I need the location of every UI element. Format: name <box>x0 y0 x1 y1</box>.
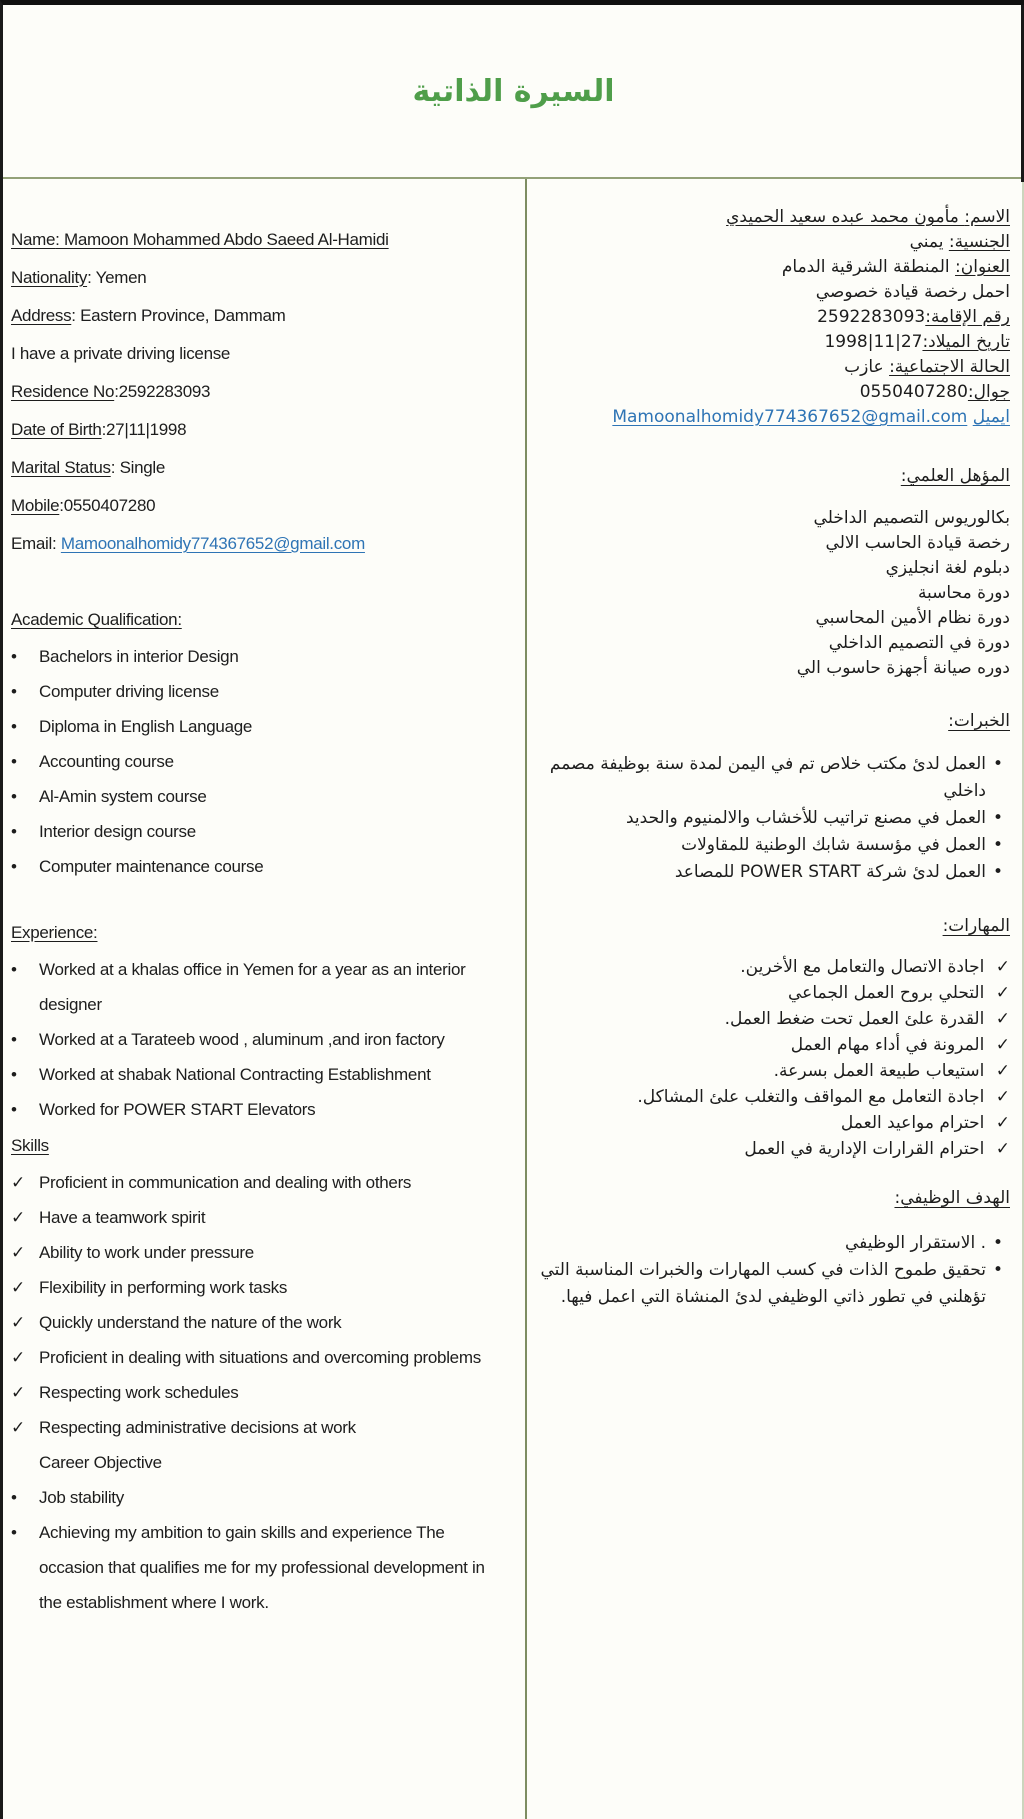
list-item: ✓ اجادة التعامل مع المواقف والتغلب علئ المشاكل. <box>637 1087 1010 1107</box>
field-dob-ar-value: 27|11|1998 <box>824 332 923 352</box>
experience-list-ar <box>539 751 1010 886</box>
check-icon: ✓ <box>11 1173 25 1192</box>
list-item: ✓ احترام القرارات الإدارية في العمل <box>744 1139 1010 1159</box>
academic-heading: Academic Qualification: <box>11 610 182 629</box>
bullet-icon: • <box>992 862 1004 882</box>
list-item: رخصة قيادة الحاسب الالي <box>825 533 1010 553</box>
field-email-ar <box>539 405 1010 430</box>
qualification-list-ar <box>539 506 1010 681</box>
bullet-icon: • <box>11 1523 17 1542</box>
list-item: • Worked for POWER START Elevators <box>11 1092 507 1127</box>
bullet-icon: • <box>992 1233 1004 1253</box>
list-item: • Job stability <box>11 1480 507 1515</box>
list-item: دورة محاسبة <box>917 583 1010 603</box>
skills-heading-ar: المهارات: <box>942 916 1010 936</box>
field-email-label: Email: <box>11 534 61 553</box>
check-icon: ✓ <box>995 983 1010 1003</box>
list-item: • Diploma in English Language <box>11 709 507 744</box>
check-icon: ✓ <box>995 1113 1010 1133</box>
skills-heading: Skills <box>11 1136 49 1155</box>
field-dob-value: :27|11|1998 <box>101 420 187 439</box>
field-name-ar-value: مأمون محمد عبده سعيد الحميدي <box>726 207 965 227</box>
experience-heading-ar: الخبرات: <box>948 711 1010 731</box>
bullet-icon: • <box>11 752 17 771</box>
bullet-icon: • <box>11 682 17 701</box>
bullet-icon: • <box>11 647 17 666</box>
check-icon: ✓ <box>995 957 1010 977</box>
check-icon: ✓ <box>11 1418 25 1437</box>
bullet-icon: • <box>11 717 17 736</box>
field-mobile-label: Mobile <box>11 496 60 515</box>
field-residence-label: Residence No <box>11 382 115 401</box>
list-item: ✓ اجادة الاتصال والتعامل مع الأخرين. <box>740 957 1010 977</box>
field-nationality-ar-label: الجنسية: <box>948 232 1010 252</box>
check-icon: ✓ <box>995 1009 1010 1029</box>
list-item: ✓ Quickly understand the nature of the work <box>11 1305 507 1340</box>
list-item: • Worked at a Tarateeb wood , aluminum ,and iron factory <box>11 1022 507 1057</box>
bullet-icon: • <box>992 1260 1004 1280</box>
field-nationality-value: : Yemen <box>87 268 147 287</box>
field-residence <box>11 373 507 411</box>
list-item: بكالوريوس التصميم الداخلي <box>813 508 1010 528</box>
field-marital-value: : Single <box>110 458 166 477</box>
field-marital-ar <box>539 355 1010 380</box>
bullet-icon: • <box>11 787 17 806</box>
driving-license-note-ar: احمل رخصة قيادة خصوصي <box>815 282 1010 302</box>
list-item: دوره صيانة أجهزة حاسوب الي <box>796 658 1010 678</box>
field-name-value: : Mamoon Mohammed Abdo Saeed Al-Hamidi <box>55 230 389 249</box>
header <box>3 5 1024 179</box>
list-item: • Worked at a khalas office in Yemen for a year as an interior designer <box>11 952 507 1022</box>
check-icon: ✓ <box>11 1383 25 1402</box>
field-mobile-value: :0550407280 <box>59 496 156 515</box>
skills-list-ar <box>539 954 1010 1162</box>
field-nationality-ar <box>539 230 1010 255</box>
email-link-ar[interactable]: Mamoonalhomidy774367652@gmail.com <box>612 407 968 427</box>
field-name-label: Name <box>11 230 56 249</box>
english-column <box>3 179 525 1819</box>
list-item: • العمل لدئ شركة POWER START للمصاعد <box>539 859 1010 886</box>
email-link[interactable]: Mamoonalhomidy774367652@gmail.com <box>60 534 365 553</box>
page-title: السيرة الذاتية <box>412 73 615 109</box>
list-item: • العمل في مصنع تراتيب للأخشاب والالمنيوم والحديد <box>539 805 1010 832</box>
field-mobile-ar-label: جوال: <box>967 382 1010 402</box>
field-residence-ar-label: رقم الإقامة: <box>925 307 1010 327</box>
field-address-value: : Eastern Province, Dammam <box>71 306 286 325</box>
arabic-column <box>527 179 1024 1819</box>
qualification-heading-ar: المؤهل العلمي: <box>900 466 1010 486</box>
field-mobile-ar <box>539 380 1010 405</box>
list-item: • Computer driving license <box>11 674 507 709</box>
field-residence-ar-value: 2592283093 <box>817 307 926 327</box>
field-nationality-ar-value: يمني <box>909 232 949 252</box>
list-item: ✓ Ability to work under pressure <box>11 1235 507 1270</box>
field-name-ar-label: الاسم: <box>964 207 1010 227</box>
field-marital-ar-label: الحالة الاجتماعية: <box>889 357 1010 377</box>
field-marital-label: Marital Status <box>11 458 111 477</box>
bullet-icon: • <box>11 1065 17 1084</box>
field-marital <box>11 449 507 487</box>
experience-heading: Experience: <box>11 923 98 942</box>
bullet-icon: • <box>11 1488 17 1507</box>
check-icon: ✓ <box>995 1061 1010 1081</box>
field-mobile-ar-value: 0550407280 <box>859 382 968 402</box>
list-item: • Computer maintenance course <box>11 849 507 884</box>
list-item: • العمل في مؤسسة شابك الوطنية للمقاولات <box>539 832 1010 859</box>
field-address <box>11 297 507 335</box>
check-icon: ✓ <box>11 1348 25 1367</box>
list-item: ✓ Respecting work schedules <box>11 1375 507 1410</box>
check-icon: ✓ <box>11 1278 25 1297</box>
bullet-icon: • <box>992 835 1004 855</box>
check-icon: ✓ <box>11 1243 25 1262</box>
list-item: ✓ Flexibility in performing work tasks <box>11 1270 507 1305</box>
field-name-ar <box>539 205 1010 230</box>
list-item: ✓ القدرة علئ العمل تحت ضغط العمل. <box>724 1009 1010 1029</box>
bullet-icon: • <box>992 808 1004 828</box>
field-dob <box>11 411 507 449</box>
bullet-icon: • <box>11 960 17 979</box>
list-item: • Achieving my ambition to gain skills and experience The occasion that qualifies me for my professional development in the establishment where I work. <box>11 1515 507 1620</box>
list-item: ✓ التحلي بروح العمل الجماعي <box>788 983 1010 1003</box>
list-item: • تحقيق طموح الذات في كسب المهارات والخبرات المناسبة التي تؤهلني في تطور ذاتي الوظيفي لدئ المنشاة التي اعمل فيها. <box>539 1257 1010 1311</box>
bullet-icon: • <box>11 822 17 841</box>
field-residence-ar <box>539 305 1010 330</box>
experience-list <box>11 952 507 1127</box>
list-item: • Worked at shabak National Contracting Establishment <box>11 1057 507 1092</box>
field-address-ar <box>539 255 1010 280</box>
list-item: • Accounting course <box>11 744 507 779</box>
driving-license-note: I have a private driving license <box>11 344 231 363</box>
list-item: ✓ استيعاب طبيعة العمل بسرعة. <box>773 1061 1010 1081</box>
check-icon: ✓ <box>11 1313 25 1332</box>
academic-list <box>11 639 507 884</box>
list-item: ✓ Respecting administrative decisions at work <box>11 1410 507 1445</box>
list-item: دبلوم لغة انجليزي <box>885 558 1010 578</box>
bullet-icon: • <box>11 857 17 876</box>
skills-list <box>11 1165 507 1445</box>
check-icon: ✓ <box>995 1139 1010 1159</box>
field-dob-label: Date of Birth <box>11 420 102 439</box>
bullet-icon: • <box>11 1030 17 1049</box>
list-item: • Al-Amin system course <box>11 779 507 814</box>
field-mobile <box>11 487 507 525</box>
list-item: ✓ Proficient in dealing with situations and overcoming problems <box>11 1340 507 1375</box>
check-icon: ✓ <box>995 1035 1010 1055</box>
list-item: ✓ المرونة في أداء مهام العمل <box>790 1035 1010 1055</box>
list-item: • Interior design course <box>11 814 507 849</box>
career-objective-list <box>11 1480 507 1620</box>
field-name <box>11 221 507 259</box>
field-nationality-label: Nationality <box>11 268 88 287</box>
field-email <box>11 525 507 563</box>
field-marital-ar-value: عازب <box>844 357 890 377</box>
email-label-ar[interactable]: ايميل <box>972 407 1010 427</box>
list-item: • Bachelors in interior Design <box>11 639 507 674</box>
list-item: • العمل لدئ مكتب خلاص تم في اليمن لمدة سنة بوظيفة مصمم داخلي <box>539 751 1010 805</box>
field-address-ar-label: العنوان: <box>955 257 1010 277</box>
list-item: ✓ احترام مواعيد العمل <box>840 1113 1010 1133</box>
field-residence-value: :2592283093 <box>114 382 211 401</box>
content-columns <box>3 179 1024 1819</box>
bullet-icon: • <box>11 1100 17 1119</box>
career-objective-subheading: Career Objective <box>39 1453 162 1472</box>
list-item: • . الاستقرار الوظيفي <box>539 1230 1010 1257</box>
check-icon: ✓ <box>995 1087 1010 1107</box>
objective-heading-ar: الهدف الوظيفي: <box>894 1188 1010 1208</box>
list-item: دورة نظام الأمين المحاسبي <box>815 608 1010 628</box>
field-address-ar-value: المنطقة الشرقية الدمام <box>781 257 956 277</box>
list-item: ✓ Have a teamwork spirit <box>11 1200 507 1235</box>
list-item: ✓ Proficient in communication and dealing with others <box>11 1165 507 1200</box>
field-nationality <box>11 259 507 297</box>
objective-list-ar <box>539 1230 1010 1311</box>
field-dob-ar-label: تاريخ الميلاد: <box>922 332 1010 352</box>
check-icon: ✓ <box>11 1208 25 1227</box>
list-item: دورة في التصميم الداخلي <box>828 633 1010 653</box>
field-address-label: Address <box>11 306 72 325</box>
bullet-icon: • <box>992 754 1004 774</box>
field-dob-ar <box>539 330 1010 355</box>
